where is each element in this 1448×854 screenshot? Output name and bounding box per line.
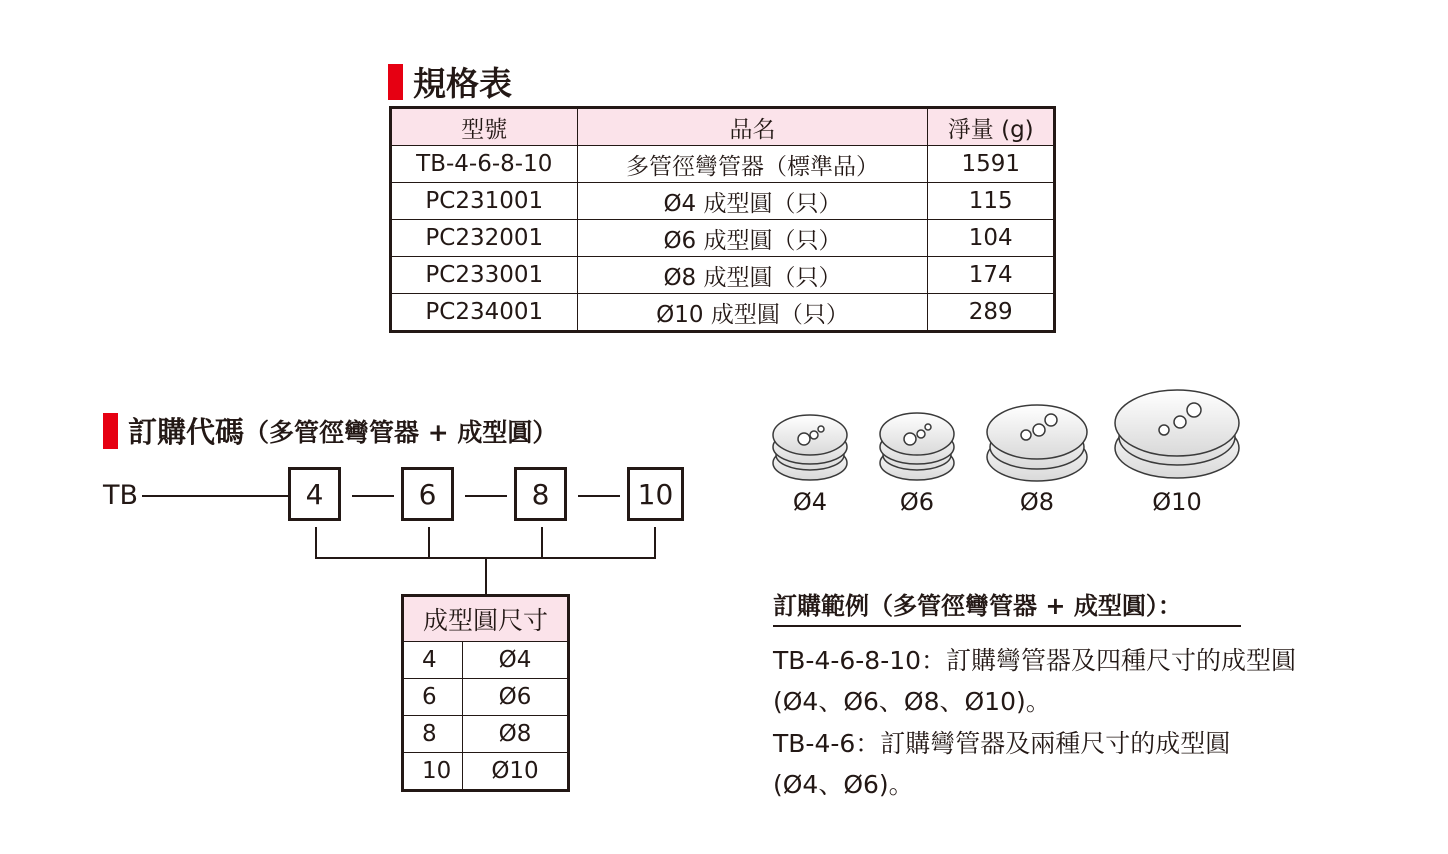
- spec-cell-weight: 289: [928, 294, 1055, 332]
- spec-section-title: [388, 58, 512, 105]
- example-line: (Ø4、Ø6)。: [773, 770, 914, 799]
- code-connector-line: [142, 495, 288, 497]
- example-line: TB-4-6：訂購彎管器及兩種尺寸的成型圓: [773, 729, 1231, 758]
- size-value: Ø8: [463, 716, 569, 753]
- code-prefix: TB: [103, 480, 139, 511]
- title-marker-bar: [103, 413, 118, 449]
- spec-cell-weight: 1591: [928, 146, 1055, 183]
- pulley-label: Ø8: [1019, 488, 1055, 516]
- code-connector-line: [465, 495, 507, 497]
- size-value: Ø10: [463, 753, 569, 791]
- code-connector-line: [352, 495, 394, 497]
- spec-cell-weight: 174: [928, 257, 1055, 294]
- size-code: 6: [403, 679, 463, 716]
- code-box-6: 6: [401, 467, 454, 521]
- spec-cell-model: TB-4-6-8-10: [391, 146, 578, 183]
- spec-cell-name: Ø10 成型圓（只）: [577, 294, 928, 332]
- table-row: [403, 753, 569, 791]
- code-box-10: 10: [627, 467, 684, 521]
- size-value: Ø6: [463, 679, 569, 716]
- example-line: (Ø4、Ø6、Ø8、Ø10)。: [773, 687, 1051, 716]
- spec-table-header-row: [391, 108, 1055, 146]
- spec-cell-weight: 115: [928, 183, 1055, 220]
- code-box-4: 4: [288, 467, 341, 521]
- code-connector-line: [578, 495, 620, 497]
- size-table: [401, 594, 570, 792]
- spec-cell-model: PC232001: [391, 220, 578, 257]
- order-subtitle-text: （多管徑彎管器 + 成型圓）: [244, 417, 558, 447]
- table-row: [391, 220, 1055, 257]
- table-row: [403, 679, 569, 716]
- table-row: [391, 257, 1055, 294]
- bracket-line: [428, 527, 430, 559]
- spec-cell-model: PC233001: [391, 257, 578, 294]
- size-value: Ø4: [463, 642, 569, 679]
- title-marker-bar: [388, 64, 403, 100]
- spec-cell-name: 多管徑彎管器（標準品）: [577, 146, 928, 183]
- table-row: [403, 716, 569, 753]
- bracket-line: [654, 527, 656, 559]
- pulley-6-image: [880, 413, 954, 480]
- spec-cell-weight: 104: [928, 220, 1055, 257]
- pulley-4-image: [773, 415, 847, 480]
- spec-header-model: 型號: [391, 108, 578, 146]
- spec-header-weight: 淨量 (g): [928, 108, 1055, 146]
- bracket-line: [485, 557, 487, 594]
- example-line: TB-4-6-8-10：訂購彎管器及四種尺寸的成型圓: [773, 646, 1297, 675]
- pulley-label: Ø10: [1152, 488, 1202, 516]
- spec-cell-name: Ø8 成型圓（只）: [577, 257, 928, 294]
- table-row: [391, 294, 1055, 332]
- bracket-line: [541, 527, 543, 559]
- spec-title-text: 規格表: [413, 64, 512, 103]
- spec-cell-name: Ø6 成型圓（只）: [577, 220, 928, 257]
- size-code: 4: [403, 642, 463, 679]
- size-table-header-row: [403, 596, 569, 642]
- pulley-10-image: [1115, 390, 1239, 478]
- table-row: [403, 642, 569, 679]
- pulley-label: Ø6: [899, 488, 935, 516]
- spec-cell-model: PC231001: [391, 183, 578, 220]
- table-row: [391, 146, 1055, 183]
- spec-cell-model: PC234001: [391, 294, 578, 332]
- size-code: 8: [403, 716, 463, 753]
- pulley-8-image: [987, 405, 1087, 481]
- spec-header-name: 品名: [577, 108, 928, 146]
- size-code: 10: [403, 753, 463, 791]
- spec-cell-name: Ø4 成型圓（只）: [577, 183, 928, 220]
- table-row: [391, 183, 1055, 220]
- order-section-title: [103, 410, 557, 451]
- pulley-label: Ø4: [792, 488, 828, 516]
- size-table-header: 成型圓尺寸: [403, 596, 569, 642]
- pulley-illustrations: [760, 385, 1260, 495]
- bracket-line: [315, 527, 317, 559]
- order-title-text: 訂購代碼: [128, 415, 245, 449]
- spec-table: [389, 106, 1056, 333]
- code-box-8: 8: [514, 467, 567, 521]
- order-example-title: 訂購範例（多管徑彎管器 + 成型圓）：: [773, 586, 1241, 627]
